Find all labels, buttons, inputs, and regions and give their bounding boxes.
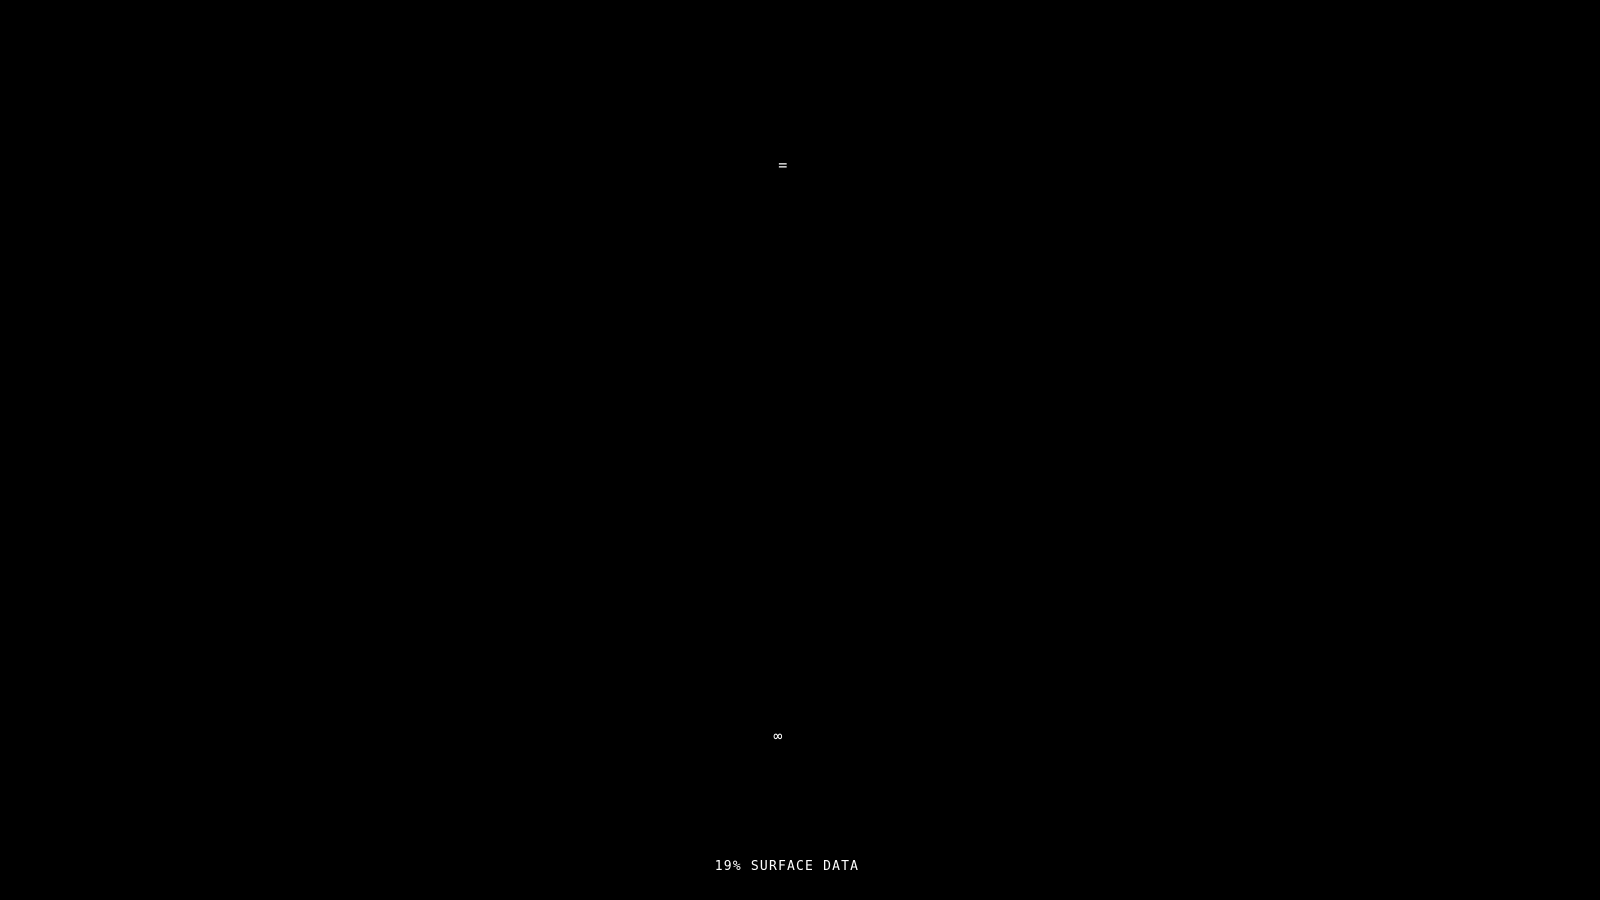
equals-icon: = — [778, 156, 788, 174]
infinity-icon: ∞ — [773, 727, 783, 745]
status-readout: 19% SURFACE DATA — [714, 859, 860, 874]
